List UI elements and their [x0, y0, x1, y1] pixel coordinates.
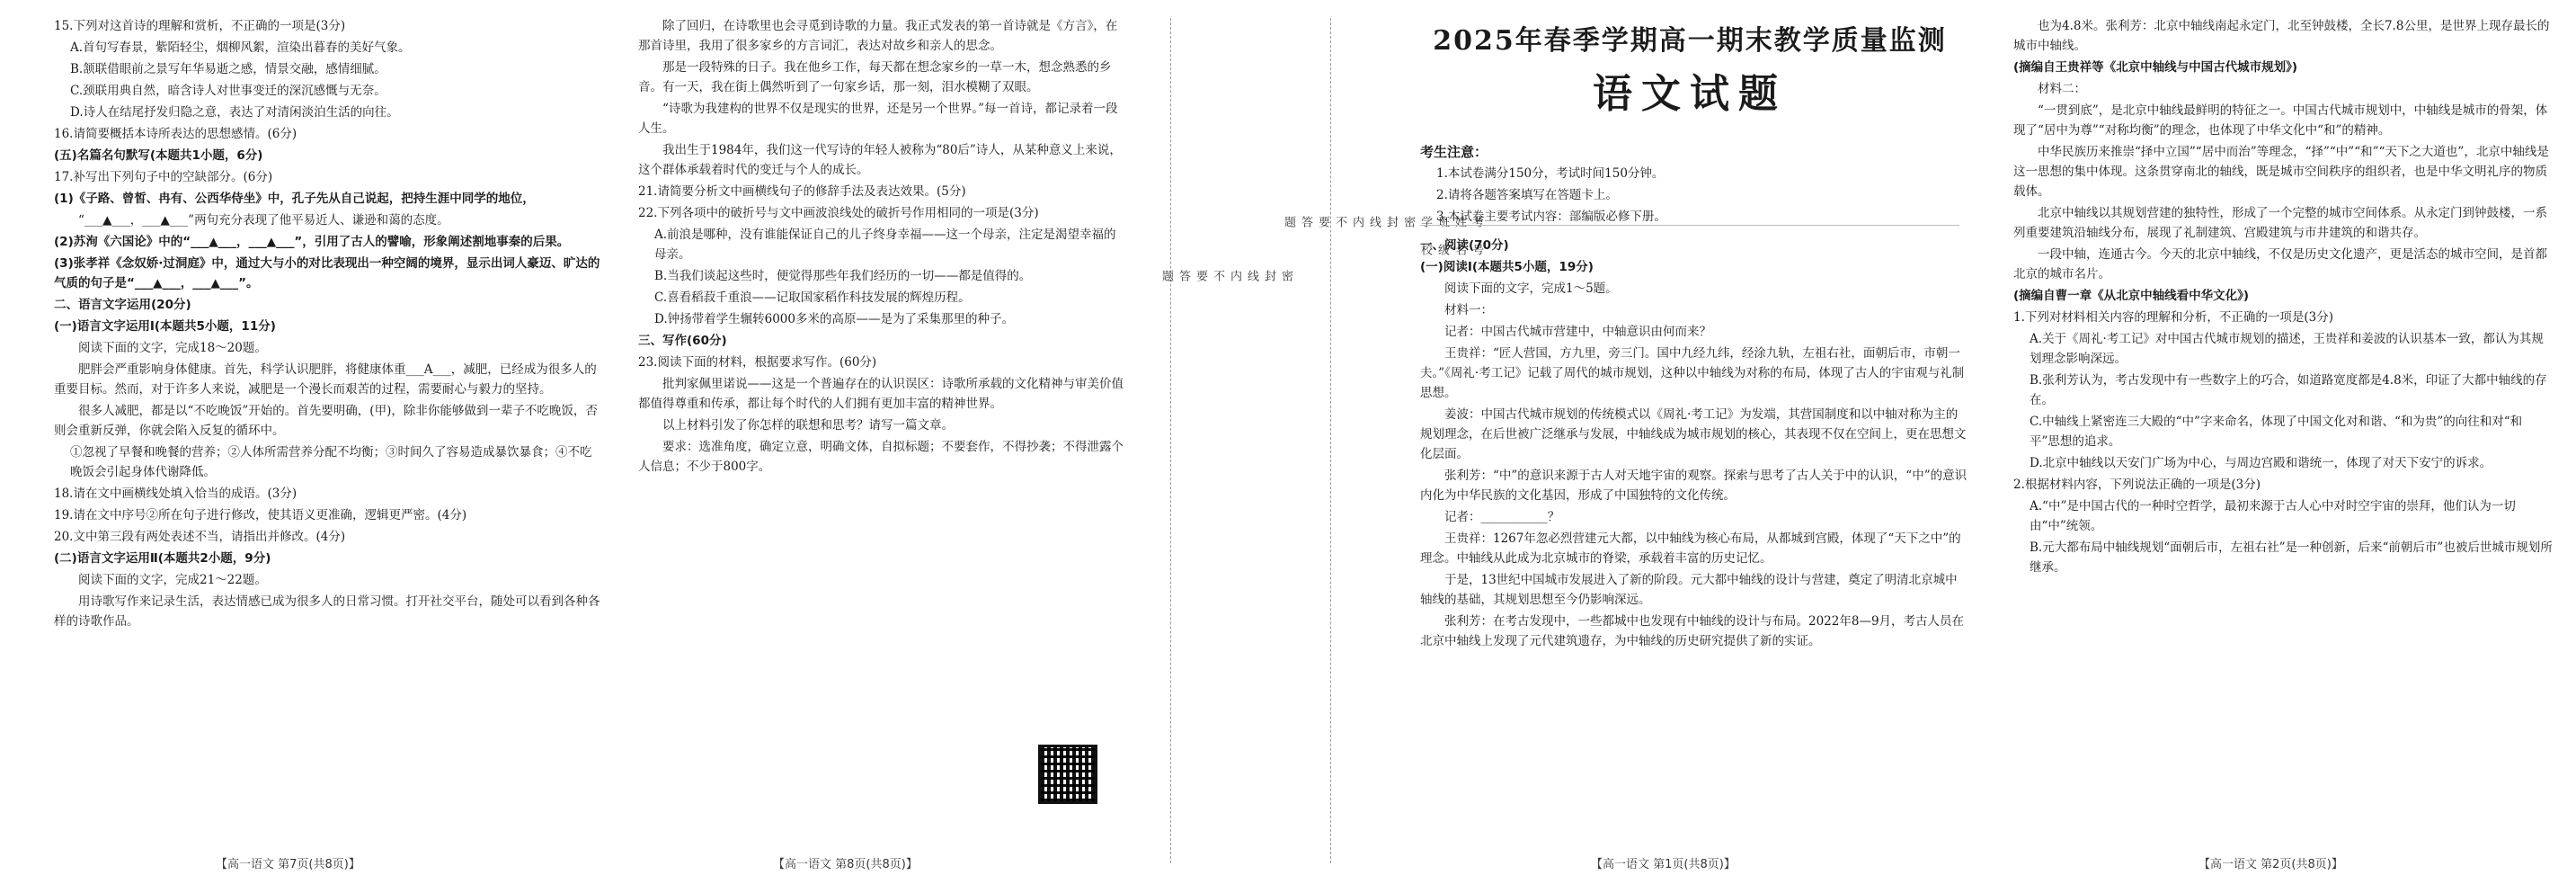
text-line: (五)名篇名句默写(本题共1小题，6分) — [54, 148, 263, 163]
text-line: 用诗歌写作来记录生活，表达情感已成为很多人的日常习惯。打开社交平台，随处可以看到各种各样的诗歌作品。 — [54, 594, 600, 629]
text-line: 姜波：中国古代城市规划的传统模式以《周礼·考工记》为发端，其营国制度和以中轴对称为主的规划理念，在后世被广泛继承与发展，中轴线成为城市规划的核心，其表现不仅在空间上，更在思想文化层面。 — [1420, 407, 1967, 461]
gutter-label: 姓名 — [1452, 216, 1466, 272]
text-line: “诗歌为我建构的世界不仅是现实的世界，还是另一个世界。”每一首诗，都记录着一段人生。 — [638, 102, 1118, 136]
text-line: A.前浪是哪种，没有谁能保证自己的儿子终身幸福——这一个母亲，注定是渴望幸福的母亲。 — [654, 228, 1116, 262]
text-line: 材料二： — [2038, 82, 2086, 96]
text-line: (摘编自王贵祥等《北京中轴线与中国古代城市规划》) — [2013, 60, 2298, 75]
text-line: 1.下列对材料相关内容的理解和分析，不正确的一项是(3分) — [2013, 310, 2334, 325]
page-7-column — [54, 16, 602, 633]
gutter-label: 班级 — [1435, 216, 1449, 272]
notice-heading: 考生注意： — [1420, 144, 1488, 160]
gutter-label: 考号 — [1470, 216, 1483, 272]
text-line: 2.请将各题答案填写在答题卡上。 — [1436, 188, 1618, 202]
text-line: ①忽视了早餐和晚餐的营养；②人体所需营养分配不均衡；③时间久了容易造成暴饮暴食；④不吃晚饭会引起身体代谢降低。 — [70, 445, 592, 479]
page-2 — [2001, 0, 2576, 884]
seal-line — [1170, 18, 1171, 863]
text-line: C.喜看稻菽千重浪——记取国家稻作科技发展的辉煌历程。 — [654, 290, 971, 305]
page-1 — [1384, 0, 1995, 884]
text-line: A.关于《周礼·考工记》对中国古代城市规划的描述，王贵祥和姜波的认识基本一致，都认为其规划理念影响深远。 — [2030, 332, 2544, 366]
page-1-footer: 【高一语文 第1页(共8页)】 — [1591, 858, 1736, 871]
text-line: D.钟扬带着学生辗转6000多米的高原——是为了采集那里的种子。 — [654, 312, 1014, 326]
text-line: 阅读下面的文字，完成21～22题。 — [78, 573, 267, 587]
text-line: 我出生于1984年，我们这一代写诗的年轻人被称为“80后”诗人，从某种意义上来说，这个群体承载着时代的变迁与个人的成长。 — [638, 143, 1122, 177]
text-line: B.当我们谈起这些时，便觉得那些年我们经历的一切——都是值得的。 — [654, 269, 1032, 283]
text-line: 张利芳：在考古发现中，一些都城中也发现有中轴线的设计与布局。2022年8—9月，考古人员在北京中轴线上发现了元代建筑遗存，为中轴线的历史研究提供了新的实证。 — [1420, 614, 1965, 648]
text-line: 3.本试卷主要考试内容：部编版必修下册。 — [1436, 210, 1666, 224]
text-line: 王贵祥：1267年忽必烈营建元大都，以中轴线为核心布局，从都城到宫殿，体现了“天下之中”的理念。中轴线从此成为北京城市的脊梁，承载着丰富的历史记忆。 — [1420, 531, 1961, 566]
gutter-label: 线 — [1367, 216, 1381, 244]
gutter-label: 题 — [1282, 216, 1295, 244]
text-line: D.北京中轴线以天安门广场为中心，与周边宫殿和谐统一，体现了对天下安宁的诉求。 — [2030, 456, 2492, 470]
text-line: 王贵祥：“匠人营国，方九里，旁三门。国中九经九纬，经涂九轨，左祖右社，面朝后市，市朝一夫。”《周礼·考工记》记载了周代的城市规划，这种以中轴线为对称的布局，体现了古人的宇宙观与礼制思想。 — [1420, 346, 1965, 400]
gutter-label: 封 — [1384, 216, 1398, 244]
gutter-label: 内 — [1228, 270, 1241, 287]
text-line: 23.阅读下面的材料，根据要求写作。(60分) — [638, 355, 877, 370]
text-line: 19.请在文中序号②所在句子进行修改，使其语义更准确，逻辑更严密。(4分) — [54, 508, 467, 522]
text-line: (一)阅读Ⅰ(本题共5小题，19分) — [1420, 260, 1594, 274]
text-line: 阅读下面的文字，完成1～5题。 — [1444, 281, 1618, 296]
text-line: 那是一段特殊的日子。我在他乡工作，每天都在想念家乡的一草一木，想念熟悉的乡音。有一天，我在街上偶然听到了一句家乡话，那一刻，泪水模糊了双眼。 — [638, 60, 1112, 94]
qr-code-icon — [1038, 745, 1097, 804]
text-line: B.元大都布局中轴线规划“面朝后市，左祖右社”是一种创新，后来“前朝后市”也被后世城市规划所继承。 — [2030, 540, 2553, 575]
text-line: 15.下列对这首诗的理解和赏析，不正确的一项是(3分) — [54, 19, 346, 33]
text-line: 三、写作(60分) — [638, 334, 727, 348]
text-line: 要求：选准角度，确定立意，明确文体，自拟标题；不要套作，不得抄袭；不得泄露个人信息；不少于800字。 — [638, 440, 1124, 474]
page-2-column — [2013, 16, 2553, 579]
text-line: “一贯到底”，是北京中轴线最鲜明的特征之一。中国古代城市规划中，中轴线是城市的骨架，体现了“居中为尊”“对称均衡”的理念，也体现了中华文化中“和”的精神。 — [2013, 103, 2548, 138]
page-1-column — [1420, 236, 1968, 653]
text-line: A.首句写春景，紫陌轻尘，烟柳风絮，渲染出暮春的美好气象。 — [70, 40, 411, 55]
text-line: 20.文中第三段有两处表述不当，请指出并修改。(4分) — [54, 530, 346, 544]
text-line: B.颔联借眼前之景写年华易逝之感，情景交融，感情细腻。 — [70, 62, 386, 76]
text-line: (二)语言文字运用Ⅱ(本题共2小题，9分) — [54, 551, 271, 566]
gutter-label: 封 — [1262, 270, 1275, 287]
text-line: 除了回归，在诗歌里也会寻觅到诗歌的力量。我正式发表的第一首诗就是《方言》，在那首诗里，我用了很多家乡的方言词汇，表达对故乡和亲人的思念。 — [638, 19, 1118, 53]
text-line: 张利芳：“中”的意识来源于古人对天地宇宙的观察。探索与思考了古人关于中的认识，“中”的意识内化为中华民族的文化基因，形成了中国独特的文化传统。 — [1420, 469, 1968, 503]
text-line: 于是，13世纪中国城市发展进入了新的阶段。元大都中轴线的设计与营建，奠定了明清北京城中轴线的基础，其规划思想至今仍影响深远。 — [1420, 573, 1958, 607]
text-line: 以上材料引发了你怎样的联想和思考？请写一篇文章。 — [662, 418, 954, 433]
gutter-label: 密 — [1401, 216, 1415, 244]
text-line: 18.请在文中画横线处填入恰当的成语。(3分) — [54, 487, 298, 501]
page-8 — [629, 0, 1133, 884]
text-line: 阅读下面的文字，完成18～20题。 — [78, 341, 267, 355]
text-line: 材料一： — [1444, 303, 1493, 317]
gutter-label: 题 — [1159, 270, 1173, 287]
divider — [1420, 225, 1959, 226]
text-line: 很多人减肥，都是以“不吃晚饭”开始的。首先要明确，(甲)，除非你能够做到一辈子不吃晚饭，否则会重新反弹，你就会陷入反复的循环中。 — [54, 404, 598, 438]
exam-subtitle: 语文试题 — [1593, 71, 1787, 117]
text-line: 22.下列各项中的破折号与文中画波浪线处的破折号作用相同的一项是(3分) — [638, 206, 1039, 220]
text-line: 21.请简要分析文中画横线句子的修辞手法及表达效果。(5分) — [638, 184, 966, 199]
text-line: 批判家佩里诺说——这是一个普遍存在的认识误区：诗歌所承载的文化精神与审美价值都值得尊重和传承，都让每个时代的人们拥有更加丰富的精神世界。 — [638, 377, 1124, 411]
text-line: 一段中轴，连通古今。今天的北京中轴线，不仅是历史文化遗产，更是活态的城市空间，是首都北京的城市名片。 — [2013, 247, 2547, 281]
binding-gutter-left — [1134, 0, 1292, 884]
text-line: “___▲___，___▲___”两句充分表现了他平易近人、谦逊和蔼的态度。 — [78, 213, 449, 228]
text-line: 2.根据材料内容，下列说法正确的一项是(3分) — [2013, 478, 2261, 492]
page-8-footer: 【高一语文 第8页(共8页)】 — [773, 858, 918, 871]
page-8-column — [638, 16, 1124, 478]
text-line: 肥胖会严重影响身体健康。首先，科学认识肥胖，将健康体重___A___，减肥，已经成为很多人的重要目标。然而，对于许多人来说，减肥是一个漫长而艰苦的过程，需要耐心与毅力的坚持。 — [54, 362, 597, 397]
text-line: 北京中轴线以其规划营建的独特性，形成了一个完整的城市空间体系。从永定门到钟鼓楼，一系列重要建筑沿轴线分布，展现了礼制建筑、宫殿建筑与市井建筑的和谐共存。 — [2013, 206, 2547, 240]
text-line: (3)张孝祥《念奴娇·过洞庭》中，通过大与小的对比表现出一种空阔的境界，显示出词人豪迈、旷达的气质的句子是“___▲___，___▲___”。 — [54, 256, 600, 290]
text-line: 二、语言文字运用(20分) — [54, 298, 191, 312]
gutter-label: 要 — [1194, 270, 1207, 287]
gutter-label: 答 — [1299, 216, 1312, 244]
text-line: 1.本试卷满分150分，考试时间150分钟。 — [1436, 166, 1665, 181]
gutter-label: 内 — [1350, 216, 1364, 244]
page-2-footer: 【高一语文 第2页(共8页)】 — [2198, 858, 2343, 871]
text-line: 中华民族历来推崇“择中立国”“居中而治”等理念，“择”“中”“和”“天下之大道也”，北京中轴线是这一思想的集中体现。这条贯穿南北的轴线，既是城市空间秩序的组织者，也是中华文明礼序的物质载体。 — [2013, 145, 2549, 199]
gutter-label: 不 — [1211, 270, 1224, 287]
gutter-label: 学校 — [1418, 216, 1432, 272]
text-line: 记者：___________？ — [1444, 510, 1560, 524]
text-line: 16.请简要概括本诗所表达的思想感情。(6分) — [54, 127, 298, 141]
gutter-label: 线 — [1245, 270, 1258, 287]
text-line: 17.补写出下列句子中的空缺部分。(6分) — [54, 170, 273, 184]
text-line: 也为4.8米。张利芳：北京中轴线南起永定门，北至钟鼓楼，全长7.8公里，是世界上现存最长的城市中轴线。 — [2013, 19, 2550, 53]
text-line: (摘编自曹一章《从北京中轴线看中华文化》) — [2013, 289, 2250, 303]
text-line: C.中轴线上紧密连三大殿的“中”字来命名，体现了中国文化对和谐、“和为贵”的向往和对“和平”思想的追求。 — [2030, 415, 2523, 449]
gutter-label: 密 — [1279, 270, 1292, 287]
text-line: A.“中”是中国古代的一种时空哲学，最初来源于古人心中对时空宇宙的崇拜，他们认为一切由“中”统领。 — [2030, 499, 2516, 533]
page-7 — [0, 0, 629, 884]
text-line: (1)《子路、曾皙、冉有、公西华侍坐》中，孔子先从自己说起，把持生涯中同学的地位， — [54, 192, 535, 206]
text-line: 记者：中国古代城市营建中，中轴意识由何而来？ — [1444, 325, 1711, 339]
text-line: (一)语言文字运用Ⅰ(本题共5小题，11分) — [54, 319, 276, 334]
text-line: (2)苏洵《六国论》中的“___▲___，___▲___”，引用了古人的譬喻，形象阐述割地事秦的后果。 — [54, 235, 570, 249]
notice-block — [1420, 142, 1923, 227]
gutter-label: 要 — [1316, 216, 1329, 244]
exam-title: 2025年春季学期高一期末教学质量监测 — [1433, 25, 1947, 57]
text-line: C.颈联用典自然，暗含诗人对世事变迁的深沉感慨与无奈。 — [70, 84, 386, 98]
text-line: 一、阅读(70分) — [1420, 238, 1509, 253]
text-line: B.张利芳认为，考古发现中有一些数字上的巧合，如道路宽度都是4.8米，印证了大都中轴线的存在。 — [2030, 373, 2547, 407]
page-7-footer: 【高一语文 第7页(共8页)】 — [216, 858, 360, 871]
gutter-label: 答 — [1177, 270, 1190, 287]
text-line: D.诗人在结尾抒发归隐之意，表达了对清闲淡泊生活的向往。 — [70, 105, 399, 120]
gutter-label: 不 — [1333, 216, 1346, 244]
